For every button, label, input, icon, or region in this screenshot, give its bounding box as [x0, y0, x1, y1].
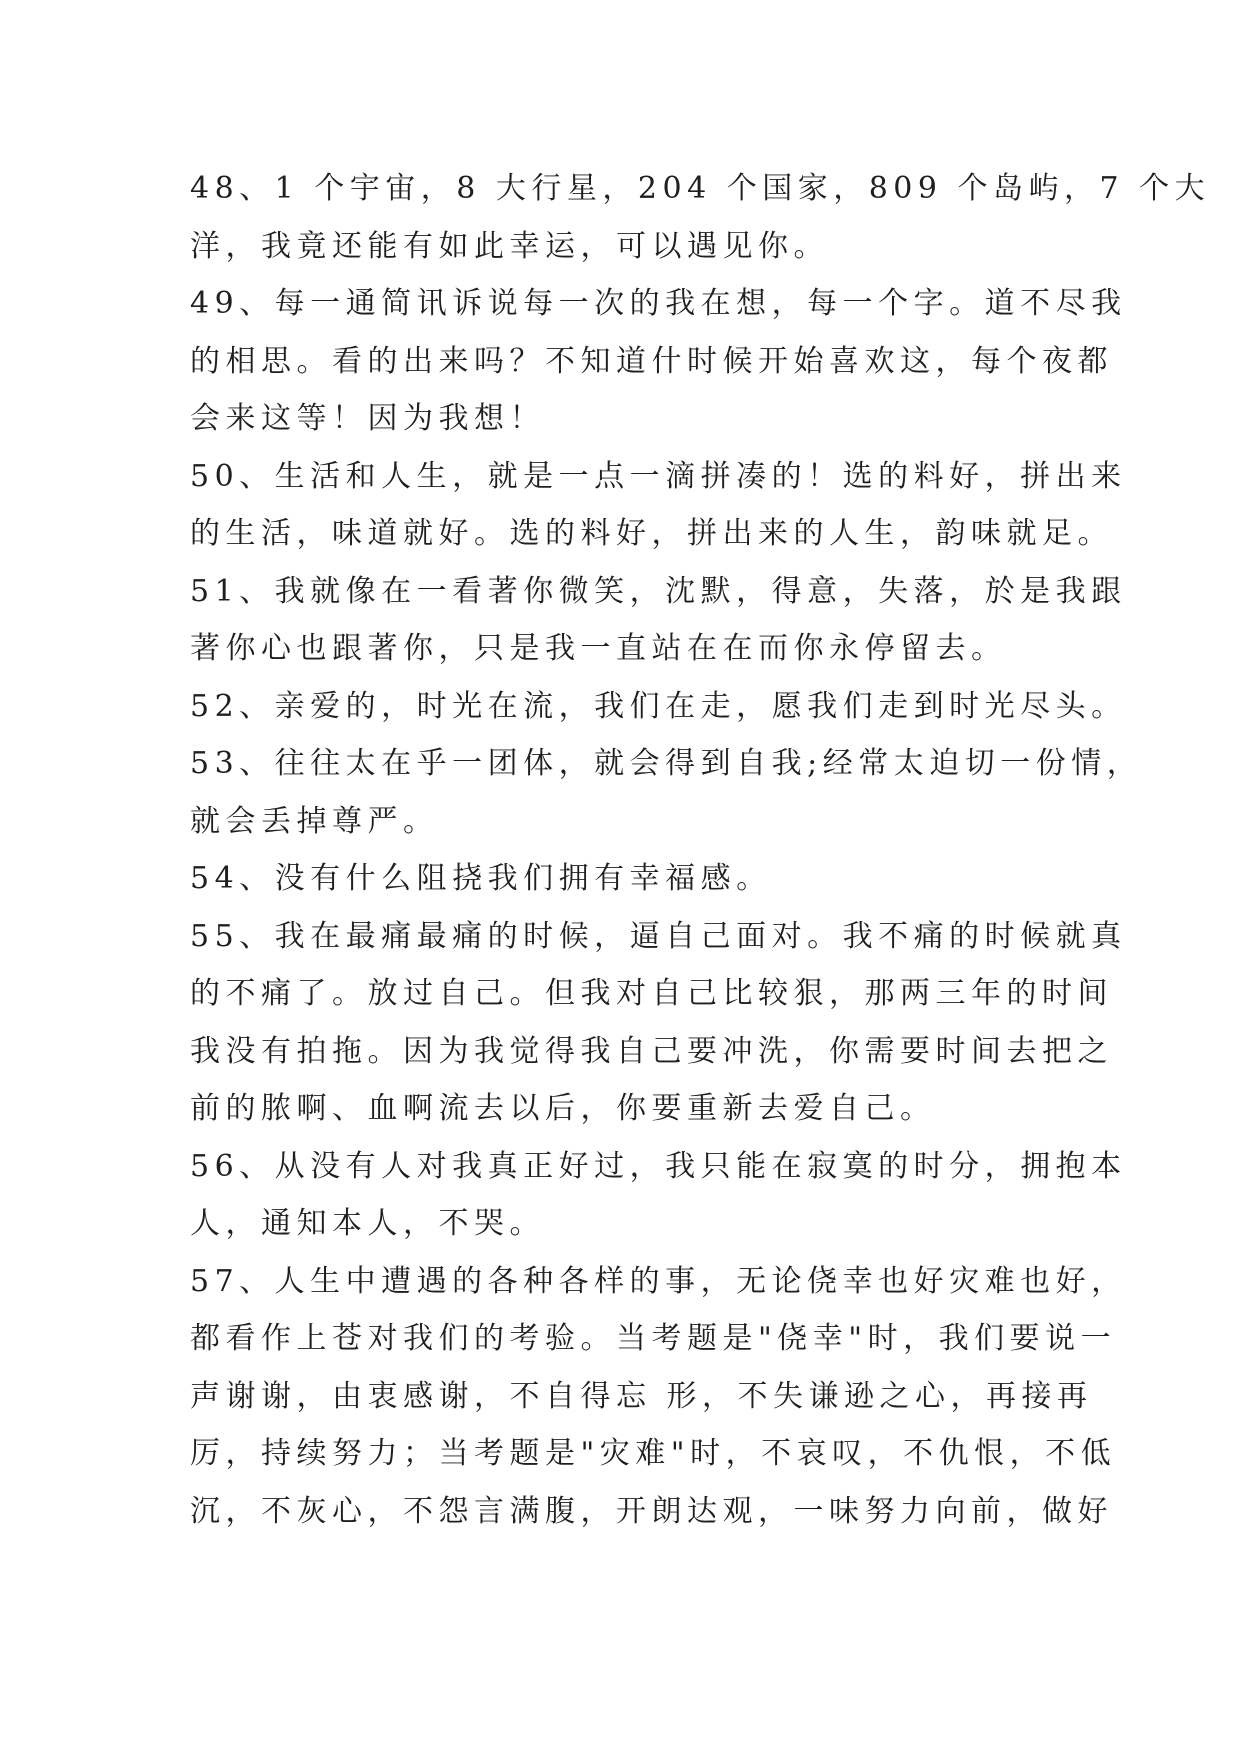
text-line: 48、1 个宇宙，8 大行星，204 个国家，809 个岛屿，7 个大: [190, 171, 1211, 206]
text-line: 前的脓啊、血啊流去以后，你要重新去爱自己。: [190, 1091, 936, 1126]
text-line: 我没有拍拖。因为我觉得我自己要冲洗，你需要时间去把之: [190, 1033, 1113, 1069]
text-line: 57、人生中遭遇的各种各样的事，无论侥幸也好灾难也好，: [190, 1263, 1127, 1299]
text-line: 声谢谢，由衷感谢，不自得忘 形，不失谦逊之心，再接再: [190, 1378, 1093, 1414]
text-line: 会来这等！因为我想！: [190, 401, 545, 436]
text-line: 51、我就像在一看著你微笑，沈默，得意，失落，於是我跟: [190, 573, 1127, 609]
text-line: 沉，不灰心，不怨言满腹，开朗达观，一味努力向前，做好: [190, 1493, 1113, 1529]
text-line: 49、每一通简讯诉说每一次的我在想，每一个字。道不尽我: [190, 286, 1127, 321]
text-line: 的不痛了。放过自己。但我对自己比较狠，那两三年的时间: [190, 976, 1113, 1011]
text-line: 著你心也跟著你，只是我一直站在在而你永停留去。: [190, 631, 1007, 666]
text-line: 厉，持续努力；当考题是"灾难"时，不哀叹，不仇恨，不低: [190, 1436, 1117, 1471]
text-line: 53、往往太在乎一团体，就会得到自我;经常太迫切一份情，: [190, 746, 1143, 781]
text-line: 的相思。看的出来吗？不知道什时候开始喜欢这，每个夜都: [190, 343, 1113, 379]
text-line: 都看作上苍对我们的考验。当考题是"侥幸"时，我们要说一: [190, 1321, 1117, 1356]
text-line: 洋，我竟还能有如此幸运，可以遇见你。: [190, 228, 829, 264]
text-line: 52、亲爱的，时光在流，我们在走，愿我们走到时光尽头。: [190, 688, 1127, 724]
text-line: 人，通知本人，不哭。: [190, 1206, 545, 1241]
text-line: 的生活，味道就好。选的料好，拼出来的人生，韵味就足。: [190, 516, 1113, 551]
document-body: [190, 160, 1211, 1540]
text-line: 56、从没有人对我真正好过，我只能在寂寞的时分，拥抱本: [190, 1148, 1127, 1184]
text-line: 55、我在最痛最痛的时候，逼自己面对。我不痛的时候就真: [190, 918, 1127, 954]
text-line: 50、生活和人生，就是一点一滴拼凑的！选的料好，拼出来: [190, 458, 1127, 494]
text-line: 就会丢掉尊严。: [190, 803, 439, 839]
text-line: 54、没有什么阻挠我们拥有幸福感。: [190, 861, 772, 896]
